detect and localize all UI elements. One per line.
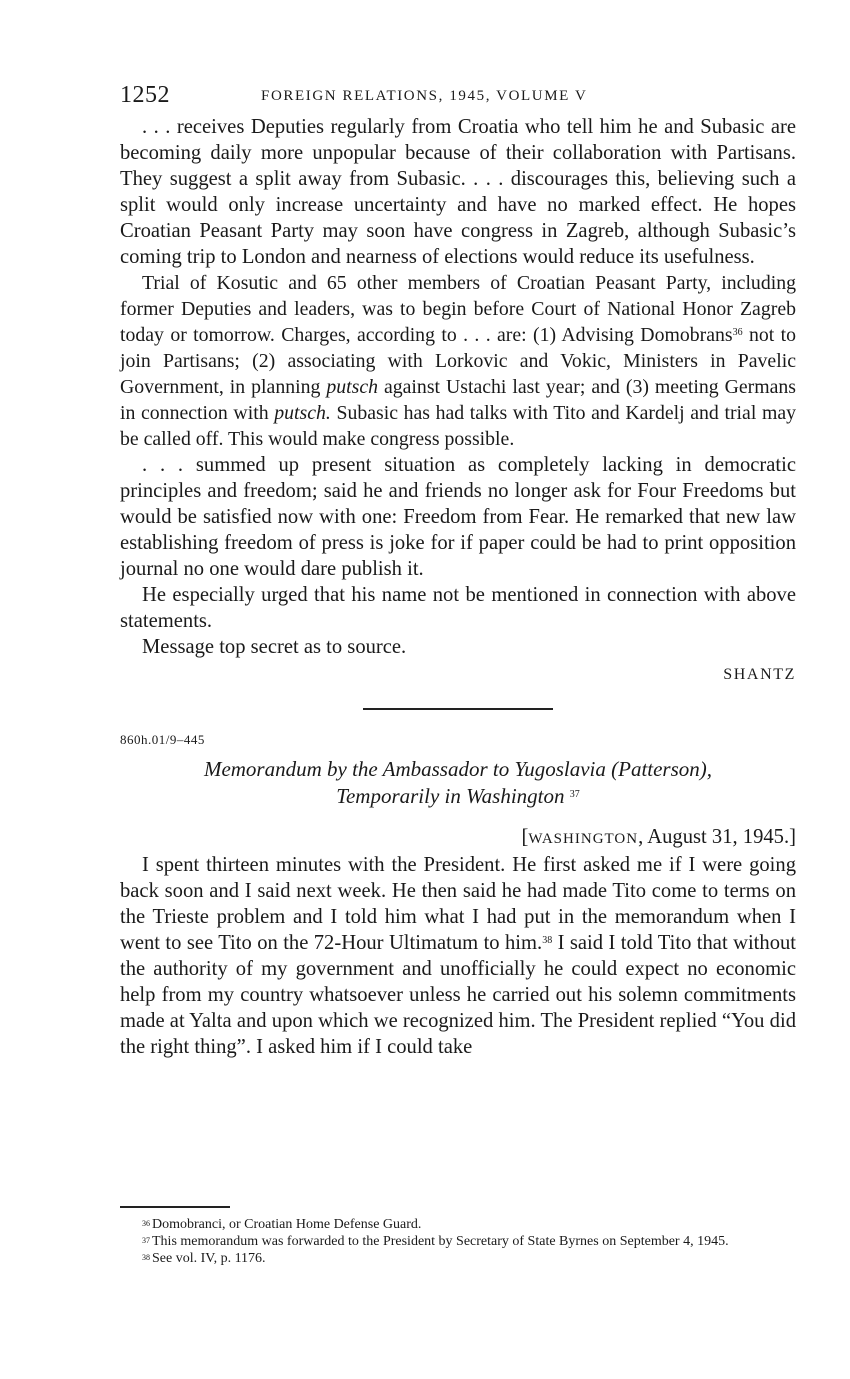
footnote-ref: 36 bbox=[732, 327, 743, 338]
page-header bbox=[120, 80, 796, 114]
footnote bbox=[120, 1216, 796, 1233]
signature: SHANTZ bbox=[723, 666, 796, 683]
memo-title-text: Temporarily in Washington bbox=[336, 784, 565, 808]
memo-title bbox=[120, 756, 796, 810]
paragraph: Message top secret as to source. bbox=[142, 636, 407, 658]
footnote bbox=[120, 1233, 796, 1250]
dateline-bracket: [ bbox=[521, 826, 529, 848]
text-run: Trial of Kosutic and 65 other members of Croatian Peasant Party, including former Deputies and leaders, was to begin before Court of National Honor Zagreb today or tomorrow. Charges, according to . . . are: (1) Advising Domobrans bbox=[120, 272, 796, 346]
footnote-number: 38 bbox=[142, 1253, 150, 1262]
paragraph: He especially urged that his name not be mentioned in connection with above statements. bbox=[120, 584, 796, 632]
footnote bbox=[120, 1250, 796, 1267]
paragraph: . . . summed up present situation as completely lacking in democratic principles and freedom; said he and friends no longer ask for Four Freedoms but would be satisfied now with one: Freedom from Fear. He remarked that new law establishing freedom of press is joke for if paper could be had to print opposition journal no one would dare publish it. bbox=[120, 454, 796, 580]
footnote-text: Domobranci, or Croatian Home Defense Guard. bbox=[152, 1217, 422, 1232]
footnote-number: 36 bbox=[142, 1219, 150, 1228]
italic-term: putsch bbox=[326, 376, 379, 398]
text-run: not to join Partisans; (2) associating with Lorkovic and Vokic, Ministers in Pavelic Government, in planning bbox=[120, 324, 796, 398]
italic-term: putsch. bbox=[274, 402, 331, 424]
paragraph bbox=[120, 270, 796, 452]
text-run: against Ustachi last year; and (3) meeting Germans in connection with bbox=[120, 376, 796, 424]
footnote-ref: 37 bbox=[569, 789, 580, 800]
paragraph: . . . receives Deputies regularly from Croatia who tell him he and Subasic are becoming daily more unpopular because of their collaboration with Partisans. They suggest a split away from Subasic. . . . discourages this, believing such a split would only increase uncertainty and have no marked effect. He hopes Croatian Peasant Party may soon have congress in Zagreb, although Subasic’s coming trip to London and nearness of elections would reduce its usefulness. bbox=[120, 116, 796, 268]
dateline-place: WASHINGTON bbox=[528, 831, 639, 847]
paragraph bbox=[120, 852, 796, 1060]
page bbox=[120, 80, 796, 1060]
document-id: 860h.01/9–445 bbox=[120, 732, 205, 747]
text-run: Subasic has had talks with Tito and Kardelj and trial may be called off. This would make congress possible. bbox=[120, 402, 796, 450]
section-divider bbox=[363, 708, 553, 710]
footnote-ref: 38 bbox=[542, 935, 553, 946]
memo-title-line-1: Memorandum by the Ambassador to Yugoslavia (Patterson), bbox=[203, 757, 713, 781]
footnote-text: See vol. IV, p. 1176. bbox=[152, 1251, 266, 1266]
footnote-rule bbox=[120, 1206, 230, 1208]
page-number: 1252 bbox=[120, 82, 170, 108]
footnotes bbox=[120, 1216, 796, 1267]
running-title: FOREIGN RELATIONS, 1945, VOLUME V bbox=[261, 88, 588, 104]
text-run: I spent thirteen minutes with the President. He first asked me if I were going back soon and I said next week. He then said he had made Tito come to terms on the Trieste problem and I told him what I had put in the memorandum when I went to see Tito on the 72-Hour Ultimatum to him. bbox=[120, 854, 796, 954]
footnote-number: 37 bbox=[142, 1236, 150, 1245]
footnote-text: This memorandum was forwarded to the President by Secretary of State Byrnes on September 4, 1945. bbox=[152, 1234, 729, 1249]
dateline-date: , August 31, 1945.] bbox=[638, 826, 796, 848]
dateline bbox=[120, 824, 796, 852]
memo-text bbox=[120, 852, 796, 1060]
text-run: I said I told Tito that without the authority of my government and unofficially he could expect no economic help from my country whatsoever unless he carried out his solemn commitments made at Yalta and upon which we recognized him. The President replied “You did the right thing”. I asked him if I could take bbox=[120, 932, 797, 1058]
telegram-text bbox=[120, 114, 796, 688]
memo-title-line-2 bbox=[120, 783, 796, 810]
